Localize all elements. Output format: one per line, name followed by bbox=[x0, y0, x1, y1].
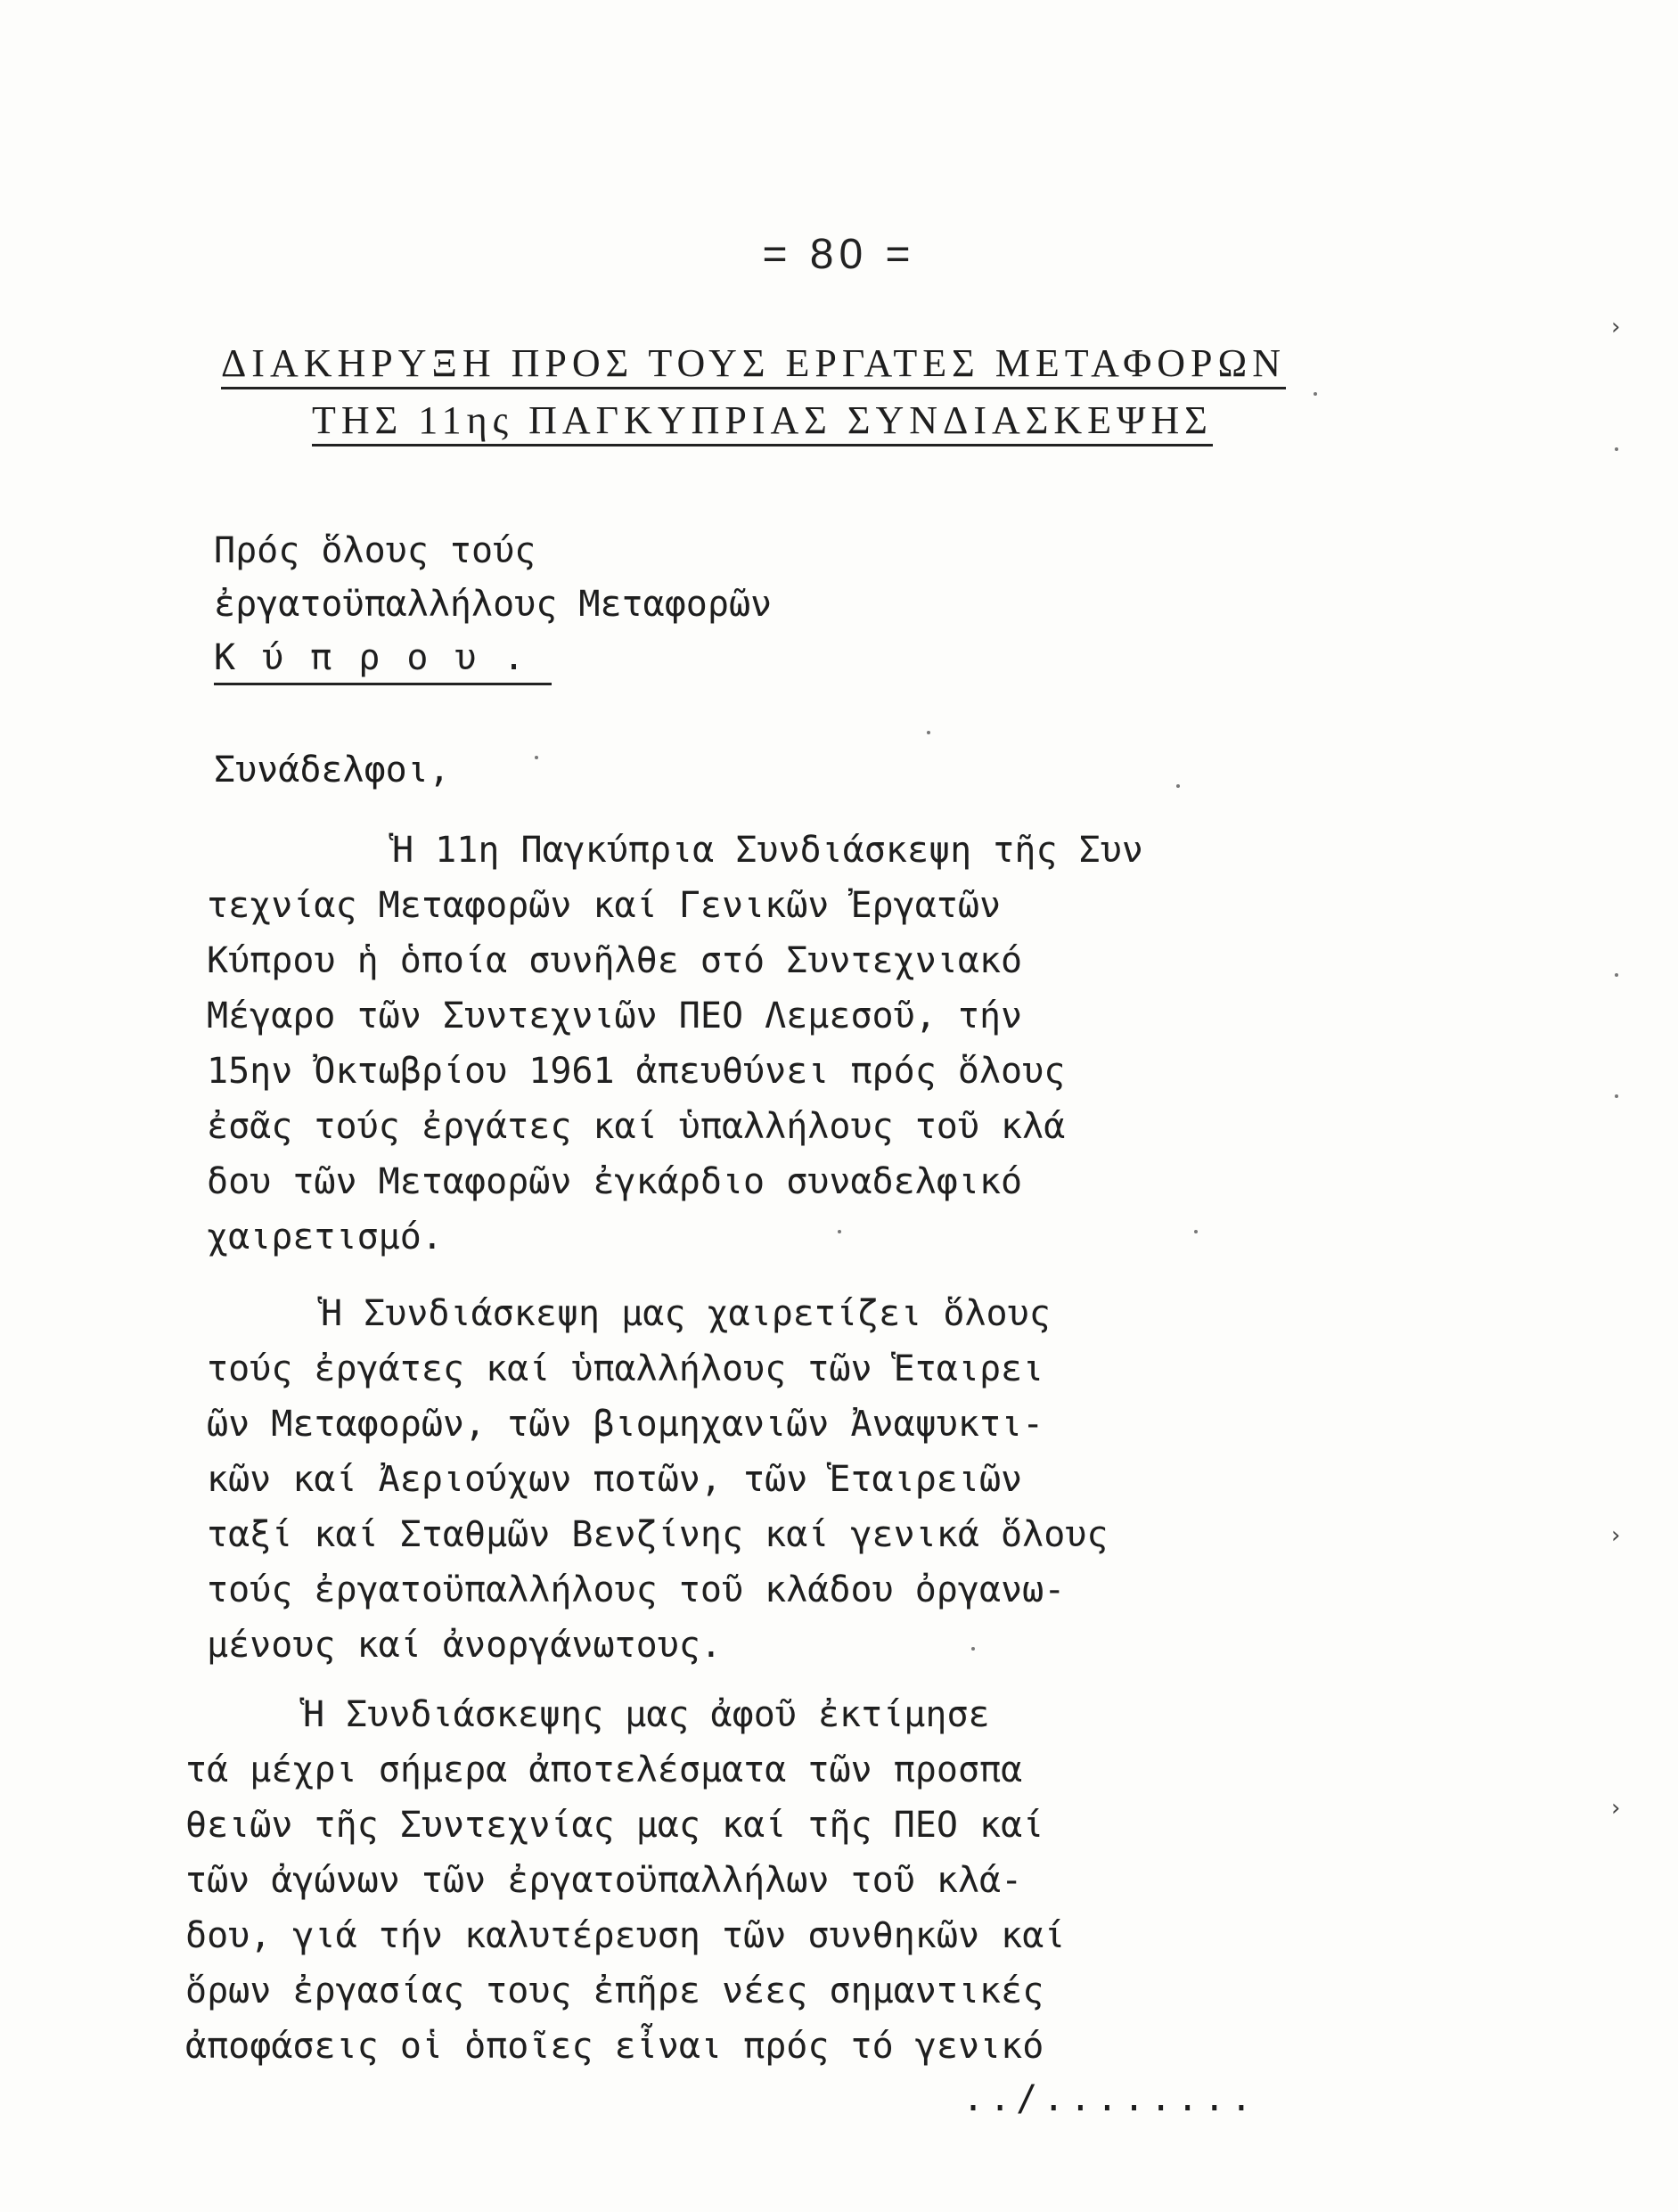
paragraph-1-line: τεχνίας Μεταφορῶν καί Γενικῶν Ἐργατῶν bbox=[207, 885, 1002, 926]
paragraph-1-line: δου τῶν Μεταφορῶν ἐγκάρδιο συναδελφικό bbox=[207, 1161, 1023, 1202]
paragraph-1-line: Ἡ 11η Παγκύπρια Συνδιάσκεψη τῆς Συν bbox=[392, 830, 1143, 871]
page-number: = 80 = bbox=[762, 231, 916, 278]
scan-speck bbox=[971, 1647, 975, 1651]
scan-speck bbox=[1615, 1094, 1618, 1098]
address-line-3: Κύπρου. bbox=[214, 635, 552, 685]
paragraph-3-line: Ἡ Συνδιάσκεψης μας ἀφοῦ ἐκτίμησε bbox=[303, 1694, 990, 1735]
document-title-line-1: ΔΙΑΚΗΡΥΞΗ ΠΡΟΣ ΤΟΥΣ ΕΡΓΑΤΕΣ ΜΕΤΑΦΟΡΩΝ bbox=[221, 340, 1286, 389]
margin-mark: › bbox=[1611, 1522, 1621, 1549]
paragraph-2-line: κῶν καί Ἀεριούχων ποτῶν, τῶν Ἑταιρειῶν bbox=[207, 1459, 1023, 1500]
paragraph-1-line: ἐσᾶς τούς ἐργάτες καί ὑπαλλήλους τοῦ κλά bbox=[207, 1106, 1066, 1147]
paragraph-2-line: Ἡ Συνδιάσκεψη μας χαιρετίζει ὅλους bbox=[321, 1293, 1051, 1334]
scan-speck bbox=[1615, 447, 1618, 451]
paragraph-2-line: μένους καί ἀνοργάνωτους. bbox=[207, 1625, 722, 1666]
document-title-line-2: ΤΗΣ 11ης ΠΑΓΚΥΠΡΙΑΣ ΣΥΝΔΙΑΣΚΕΨΗΣ bbox=[312, 397, 1213, 446]
continuation-mark: ../........ bbox=[962, 2078, 1257, 2119]
scan-speck bbox=[927, 731, 930, 734]
address-line-2: ἐργατοϋπαλλήλους Μεταφορῶν bbox=[214, 584, 773, 625]
salutation: Συνάδελφοι, bbox=[214, 750, 450, 791]
paragraph-1-line: Κύπρου ἡ ὁποία συνῆλθε στό Συντεχνιακό bbox=[207, 940, 1023, 981]
paragraph-1-line: 15ην Ὀκτωβρίου 1961 ἀπευθύνει πρός ὅλους bbox=[207, 1051, 1066, 1092]
margin-mark: › bbox=[1611, 314, 1621, 340]
address-line-1: Πρός ὅλους τούς bbox=[214, 530, 536, 571]
paragraph-2-line: τούς ἐργάτες καί ὑπαλλήλους τῶν Ἑταιρει bbox=[207, 1348, 1044, 1389]
paragraph-2-line: ταξί καί Σταθμῶν Βενζίνης καί γενικά ὅλους bbox=[207, 1514, 1109, 1555]
scan-speck bbox=[1615, 973, 1618, 977]
scan-speck bbox=[838, 1230, 841, 1233]
scan-speck bbox=[535, 756, 538, 759]
paragraph-1-line: χαιρετισμό. bbox=[207, 1217, 443, 1258]
paragraph-1-line: Μέγαρο τῶν Συντεχνιῶν ΠΕΟ Λεμεσοῦ, τήν bbox=[207, 995, 1023, 1036]
paragraph-3-line: τά μέχρι σήμερα ἀποτελέσματα τῶν προσπα bbox=[185, 1749, 1023, 1790]
margin-mark: › bbox=[1611, 1795, 1621, 1822]
paragraph-3-line: ὅρων ἐργασίας τους ἐπῆρε νέες σημαντικές bbox=[185, 1970, 1044, 2011]
paragraph-2-line: τούς ἐργατοϋπαλλήλους τοῦ κλάδου ὀργανω- bbox=[207, 1569, 1066, 1610]
scan-speck bbox=[1176, 784, 1180, 788]
scan-speck bbox=[1194, 1230, 1198, 1233]
paragraph-3-line: θειῶν τῆς Συντεχνίας μας καί τῆς ΠΕΟ καί bbox=[185, 1805, 1044, 1846]
paragraph-3-line: τῶν ἀγώνων τῶν ἐργατοϋπαλλήλων τοῦ κλά- bbox=[185, 1860, 1023, 1901]
paragraph-3-line: ἀποφάσεις οἱ ὁποῖες εἶναι πρός τό γενικό bbox=[185, 2026, 1044, 2067]
paragraph-3-line: δου, γιά τήν καλυτέρευση τῶν συνθηκῶν καί bbox=[185, 1915, 1066, 1956]
scan-speck bbox=[1314, 392, 1317, 396]
paragraph-2-line: ῶν Μεταφορῶν, τῶν βιομηχανιῶν Ἀναψυκτι- bbox=[207, 1404, 1044, 1445]
